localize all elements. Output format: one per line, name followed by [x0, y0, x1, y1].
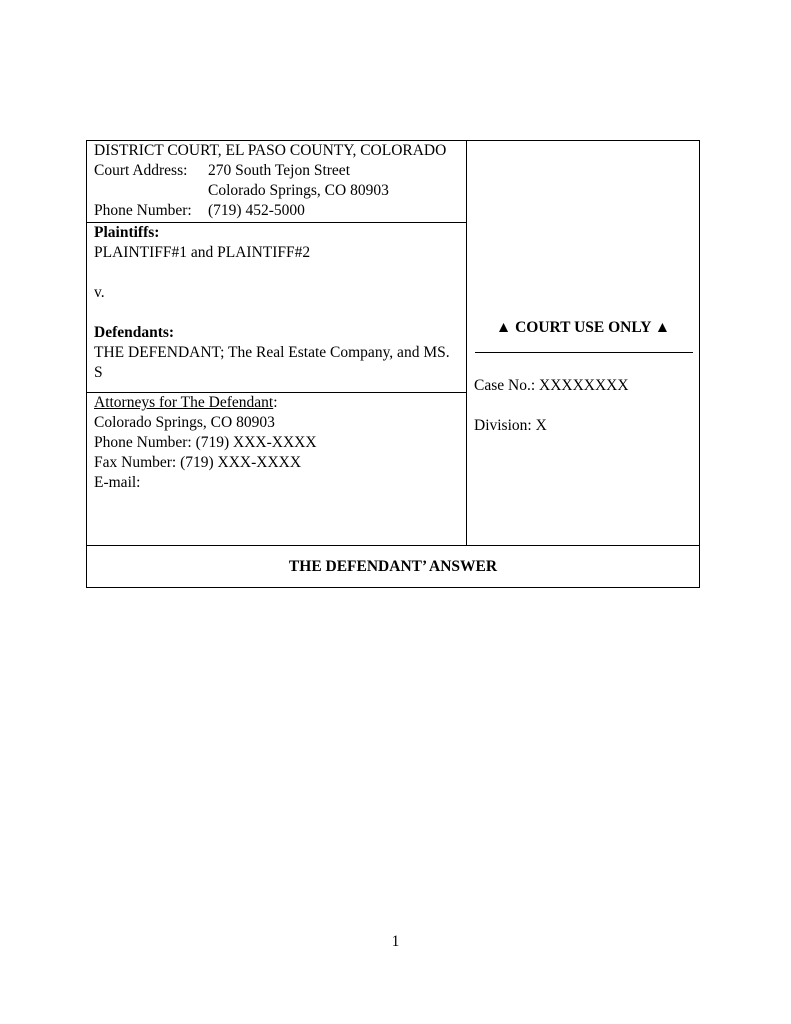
attorneys-label-row — [94, 393, 459, 413]
attorneys-email: E-mail: — [94, 474, 141, 491]
attorneys-label: Attorneys for The Defendant — [94, 394, 274, 411]
versus: v. — [94, 284, 105, 301]
plaintiffs-names: PLAINTIFF#1 and PLAINTIFF#2 — [94, 244, 311, 261]
document-title: THE DEFENDANT’ ANSWER — [87, 545, 699, 587]
attorneys-fax: Fax Number: (719) XXX-XXXX — [94, 454, 302, 471]
page-number: 1 — [391, 933, 400, 950]
parties-cell — [87, 223, 466, 393]
court-info-cell — [87, 141, 466, 223]
court-phone: (719) 452-5000 — [208, 202, 305, 219]
court-use-only-label: ▲ COURT USE ONLY ▲ — [495, 319, 671, 336]
court-address-row — [94, 161, 459, 181]
defendants-names-line2: S — [94, 364, 103, 381]
attorneys-label-colon: : — [273, 394, 278, 411]
attorneys-city: Colorado Springs, CO 80903 — [94, 414, 275, 431]
court-address-line2: Colorado Springs, CO 80903 — [208, 182, 389, 199]
court-address-row-2 — [94, 181, 459, 201]
attorneys-cell — [87, 393, 466, 545]
defendants-names-line1: THE DEFENDANT; The Real Estate Company, and MS. — [94, 344, 450, 361]
blank-line — [94, 303, 459, 323]
plaintiffs-label: Plaintiffs: — [94, 224, 160, 241]
blank-line — [94, 263, 459, 283]
case-number: Case No.: XXXXXXXX — [474, 377, 629, 394]
court-address-label: Court Address: — [94, 162, 188, 179]
court-use-column — [467, 141, 699, 545]
division: Division: X — [474, 417, 547, 434]
court-phone-row — [94, 201, 459, 221]
caption-table — [86, 140, 700, 588]
defendants-label: Defendants: — [94, 324, 175, 341]
caption-left-column — [87, 141, 467, 545]
court-address-line1: 270 South Tejon Street — [208, 162, 350, 179]
court-name: DISTRICT COURT, EL PASO COUNTY, COLORADO — [94, 142, 447, 159]
court-use-divider — [475, 352, 693, 353]
attorneys-phone: Phone Number: (719) XXX-XXXX — [94, 434, 317, 451]
court-phone-label: Phone Number: — [94, 202, 192, 219]
